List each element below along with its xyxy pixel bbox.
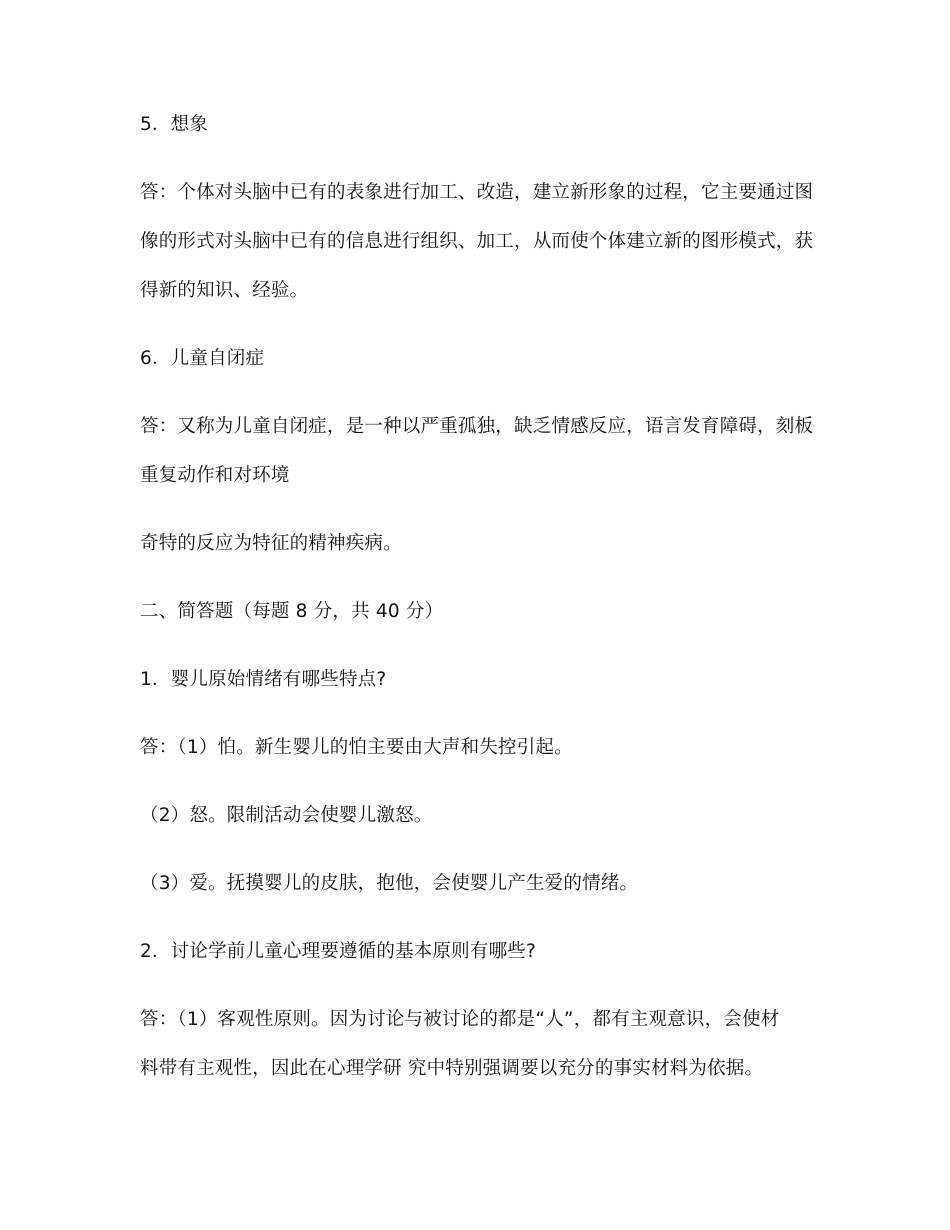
answer-text: 重复动作和对环境	[140, 465, 290, 486]
question-heading: 2．讨论学前儿童心理要遵循的基本原则有哪些?	[140, 941, 536, 962]
answer-text: 料带有主观性，因此在心理学研 究中特别强调要以充分的事实材料为依据。	[140, 1058, 764, 1079]
term-heading-autism: 6．儿童自闭症	[140, 348, 265, 369]
answer-text: 答：（1）怕。新生婴儿的怕主要由大声和失控引起。	[140, 737, 573, 758]
answer-text: 像的形式对头脑中已有的信息进行组织、加工，从而使个体建立新的图形模式，获	[140, 231, 814, 252]
question-heading: 1．婴儿原始情绪有哪些特点?	[140, 669, 387, 690]
answer-text: 奇特的反应为特征的精神疾病。	[140, 533, 402, 554]
answer-text: （3）爱。抚摸婴儿的皮肤，抱他，会使婴儿产生爱的情绪。	[140, 873, 639, 894]
answer-text: （2）怒。限制活动会使婴儿激怒。	[140, 805, 433, 826]
answer-text: 答：又称为儿童自闭症，是一种以严重孤独，缺乏情感反应，语言发育障碍，刻板	[140, 416, 814, 437]
term-heading-imagination: 5．想象	[140, 114, 209, 135]
section-heading: 二、简答题（每题 8 分，共 40 分）	[140, 601, 444, 622]
answer-text: 答：（1）客观性原则。因为讨论与被讨论的都是“人”，都有主观意识，会使材	[140, 1009, 780, 1030]
answer-text: 答：个体对头脑中已有的表象进行加工、改造，建立新形象的过程，它主要通过图	[140, 182, 814, 203]
answer-text: 得新的知识、经验。	[140, 280, 309, 301]
